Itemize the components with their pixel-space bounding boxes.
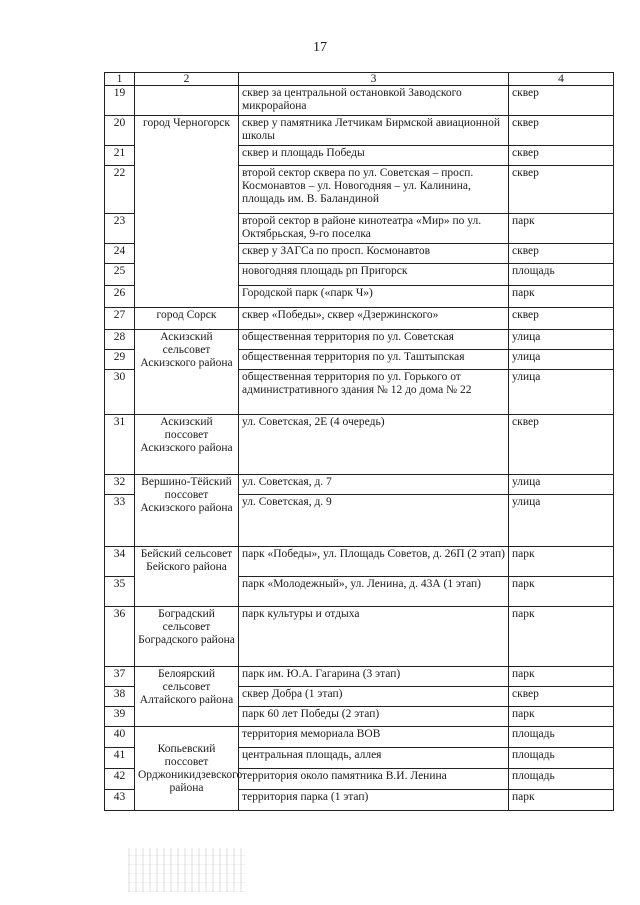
object-name: ул. Советская, д. 7 bbox=[239, 475, 509, 495]
row-number: 35 bbox=[105, 577, 135, 607]
object-name: центральная площадь, аллея bbox=[239, 748, 509, 769]
municipality-cell: Аскизский поссовет Аскизского района bbox=[135, 415, 239, 475]
column-header: 3 bbox=[239, 73, 509, 86]
row-number: 31 bbox=[105, 415, 135, 475]
row-number: 30 bbox=[105, 370, 135, 415]
municipality-cell: Белоярский сельсовет Алтайского района bbox=[135, 667, 239, 727]
row-number: 24 bbox=[105, 244, 135, 264]
column-header: 4 bbox=[509, 73, 614, 86]
object-type: сквер bbox=[509, 116, 614, 146]
object-type: сквер bbox=[509, 166, 614, 214]
object-type: улица bbox=[509, 475, 614, 495]
row-number: 42 bbox=[105, 769, 135, 790]
table-row bbox=[105, 415, 614, 475]
object-name: территория мемориала ВОВ bbox=[239, 727, 509, 748]
table-row bbox=[105, 607, 614, 667]
table-row bbox=[105, 330, 614, 350]
row-number: 25 bbox=[105, 264, 135, 286]
object-name: сквер за центральной остановкой Заводского микрорайона bbox=[239, 86, 509, 116]
object-type: площадь bbox=[509, 727, 614, 748]
object-type: площадь bbox=[509, 264, 614, 286]
municipality-cell: город Сорск bbox=[135, 308, 239, 330]
table-row bbox=[105, 475, 614, 495]
municipality-cell: Аскизский сельсовет Аскизского района bbox=[135, 330, 239, 415]
object-type: парк bbox=[509, 577, 614, 607]
table-row bbox=[105, 727, 614, 748]
object-name: территория парка (1 этап) bbox=[239, 790, 509, 811]
municipality-cell bbox=[135, 86, 239, 116]
object-name: новогодняя площадь рп Пригорск bbox=[239, 264, 509, 286]
page-number: 17 bbox=[313, 40, 327, 55]
object-type: парк bbox=[509, 286, 614, 308]
row-number: 43 bbox=[105, 790, 135, 811]
object-name: парк «Молодежный», ул. Ленина, д. 43А (1 этап) bbox=[239, 577, 509, 607]
object-name: сквер у ЗАГСа по просп. Космонавтов bbox=[239, 244, 509, 264]
object-name: ул. Советская, д. 9 bbox=[239, 495, 509, 547]
municipality-cell: Боградский сельсовет Боградского района bbox=[135, 607, 239, 667]
municipality-cell: Вершино-Тёйский поссовет Аскизского района bbox=[135, 475, 239, 547]
row-number: 28 bbox=[105, 330, 135, 350]
object-name: парк культуры и отдыха bbox=[239, 607, 509, 667]
municipality-cell: город Черногорск bbox=[135, 116, 239, 308]
table-row bbox=[105, 667, 614, 687]
object-type: сквер bbox=[509, 146, 614, 166]
object-name: территория около памятника В.И. Ленина bbox=[239, 769, 509, 790]
object-type: улица bbox=[509, 330, 614, 350]
row-number: 23 bbox=[105, 214, 135, 244]
object-type: улица bbox=[509, 495, 614, 547]
row-number: 34 bbox=[105, 547, 135, 577]
object-type: сквер bbox=[509, 244, 614, 264]
municipality-cell: Бейский сельсовет Бейского района bbox=[135, 547, 239, 607]
object-name: парк 60 лет Победы (2 этап) bbox=[239, 707, 509, 727]
object-name: общественная территория по ул. Таштыпская bbox=[239, 350, 509, 370]
header-row bbox=[105, 73, 614, 86]
object-type: сквер bbox=[509, 308, 614, 330]
object-type: парк bbox=[509, 607, 614, 667]
row-number: 21 bbox=[105, 146, 135, 166]
object-type: сквер bbox=[509, 415, 614, 475]
object-name: ул. Советская, 2Е (4 очередь) bbox=[239, 415, 509, 475]
object-name: второй сектор в районе кинотеатра «Мир» по ул. Октябрьская, 9-го поселка bbox=[239, 214, 509, 244]
row-number: 20 bbox=[105, 116, 135, 146]
object-name: Городской парк («парк Ч») bbox=[239, 286, 509, 308]
object-name: парк «Победы», ул. Площадь Советов, д. 26П (2 этап) bbox=[239, 547, 509, 577]
row-number: 36 bbox=[105, 607, 135, 667]
object-type: сквер bbox=[509, 687, 614, 707]
object-name: сквер Добра (1 этап) bbox=[239, 687, 509, 707]
column-header: 1 bbox=[105, 73, 135, 86]
row-number: 32 bbox=[105, 475, 135, 495]
object-type: сквер bbox=[509, 86, 614, 116]
row-number: 27 bbox=[105, 308, 135, 330]
row-number: 22 bbox=[105, 166, 135, 214]
object-name: общественная территория по ул. Советская bbox=[239, 330, 509, 350]
object-name: сквер у памятника Летчикам Бирмской авиационной школы bbox=[239, 116, 509, 146]
object-type: парк bbox=[509, 214, 614, 244]
object-type: площадь bbox=[509, 769, 614, 790]
registry-table bbox=[104, 72, 614, 811]
object-name: общественная территория по ул. Горького от административного здания № 12 до дома № 22 bbox=[239, 370, 509, 415]
column-header: 2 bbox=[135, 73, 239, 86]
row-number: 26 bbox=[105, 286, 135, 308]
row-number: 33 bbox=[105, 495, 135, 547]
object-name: парк им. Ю.А. Гагарина (3 этап) bbox=[239, 667, 509, 687]
row-number: 38 bbox=[105, 687, 135, 707]
table-row bbox=[105, 547, 614, 577]
object-type: парк bbox=[509, 707, 614, 727]
row-number: 39 bbox=[105, 707, 135, 727]
object-type: парк bbox=[509, 547, 614, 577]
municipality-cell: Копьевский поссовет Орджоникидзевского района bbox=[135, 727, 239, 811]
object-name: сквер «Победы», сквер «Дзержинского» bbox=[239, 308, 509, 330]
object-type: парк bbox=[509, 790, 614, 811]
row-number: 37 bbox=[105, 667, 135, 687]
table-row bbox=[105, 308, 614, 330]
object-type: улица bbox=[509, 350, 614, 370]
row-number: 41 bbox=[105, 748, 135, 769]
row-number: 29 bbox=[105, 350, 135, 370]
object-name: сквер и площадь Победы bbox=[239, 146, 509, 166]
row-number: 19 bbox=[105, 86, 135, 116]
scan-artifact bbox=[128, 848, 246, 892]
object-type: парк bbox=[509, 667, 614, 687]
object-type: площадь bbox=[509, 748, 614, 769]
row-number: 40 bbox=[105, 727, 135, 748]
table-row bbox=[105, 86, 614, 116]
object-name: второй сектор сквера по ул. Советская – просп. Космонавтов – ул. Новогодняя – ул. Калинина, площадь им. В. Баландиной bbox=[239, 166, 509, 214]
object-type: улица bbox=[509, 370, 614, 415]
table-row bbox=[105, 116, 614, 146]
